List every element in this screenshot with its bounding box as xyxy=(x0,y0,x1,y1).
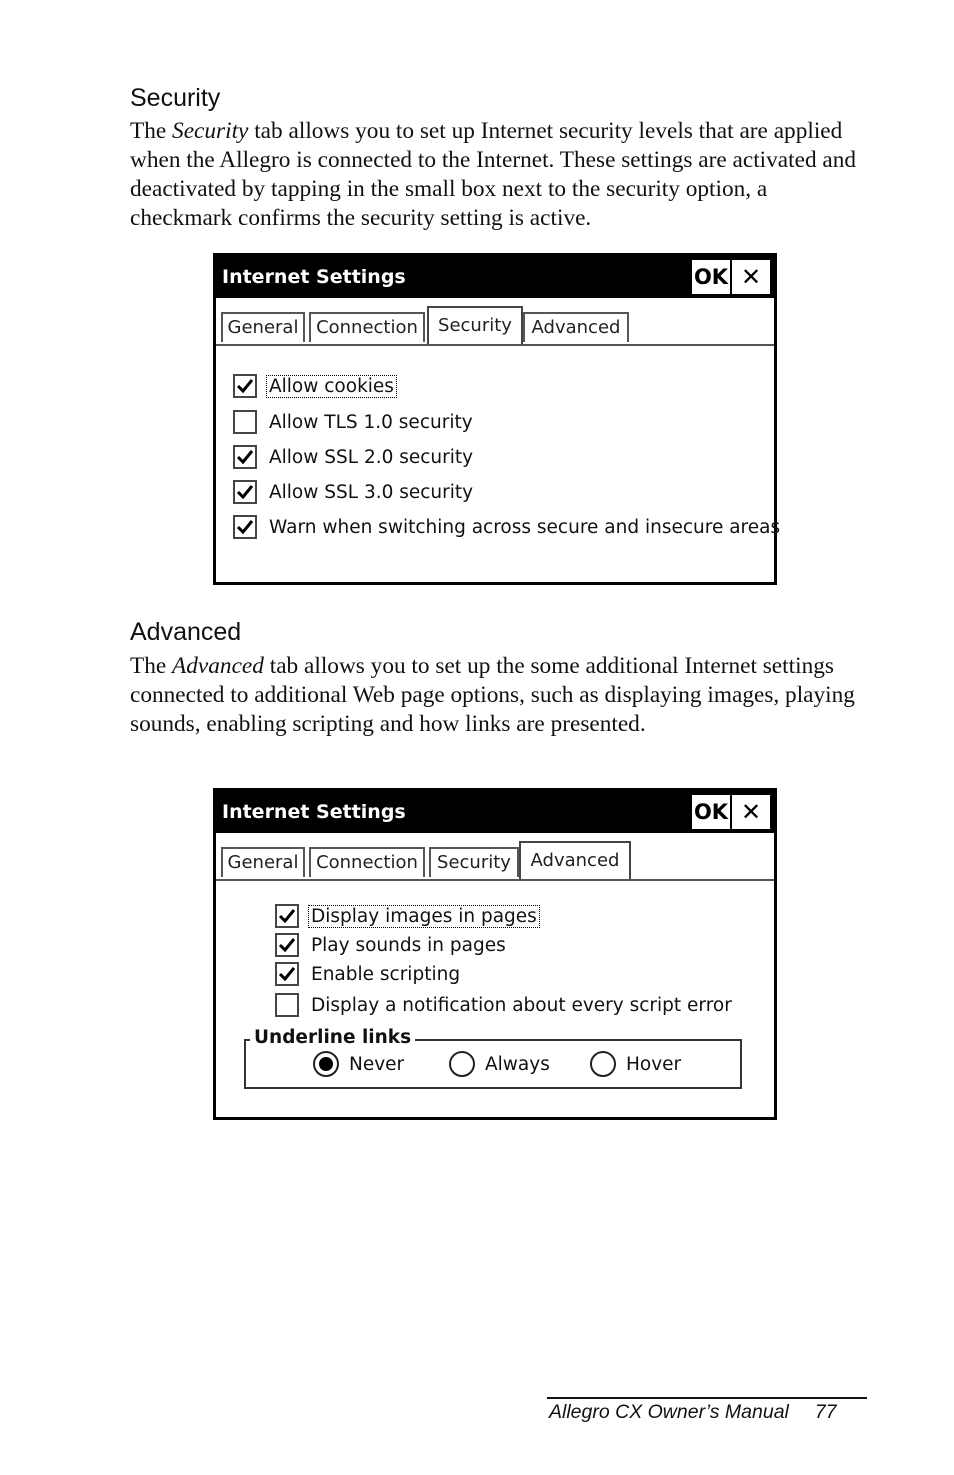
option-display-images[interactable] xyxy=(275,902,539,930)
tab-connection[interactable]: Connection xyxy=(309,847,425,877)
checkbox[interactable] xyxy=(233,445,257,469)
security-paragraph xyxy=(130,117,875,233)
section-heading-security: Security xyxy=(130,84,221,112)
title-bar xyxy=(216,256,774,298)
checkbox[interactable] xyxy=(275,933,299,957)
option-label: Enable scripting xyxy=(311,963,461,985)
ok-button[interactable]: OK xyxy=(692,795,730,829)
tab-security[interactable]: Security xyxy=(429,847,519,877)
section-heading-advanced: Advanced xyxy=(130,618,242,646)
tab-general[interactable]: General xyxy=(221,847,305,877)
radio-dot-icon xyxy=(319,1057,333,1071)
dialog-title: Internet Settings xyxy=(222,801,406,823)
option-allow-ssl2[interactable] xyxy=(233,443,475,471)
option-label: Allow cookies xyxy=(269,375,394,397)
tab-bar xyxy=(216,298,774,344)
option-label: Display a notification about every script error xyxy=(311,994,732,1016)
page-number: 77 xyxy=(814,1401,837,1423)
checkmark-icon xyxy=(278,937,296,953)
option-label: Warn when switching across secure and insecure areas xyxy=(269,516,781,538)
radio-label: Always xyxy=(485,1053,550,1075)
option-warn-switching[interactable] xyxy=(233,513,782,541)
tab-bar xyxy=(216,833,774,879)
checkbox[interactable] xyxy=(233,480,257,504)
radio-button[interactable] xyxy=(590,1051,616,1077)
radio-hover[interactable] xyxy=(590,1051,683,1077)
internet-settings-dialog-security xyxy=(213,253,781,585)
ok-button[interactable]: OK xyxy=(692,260,730,294)
option-allow-ssl3[interactable] xyxy=(233,478,475,506)
option-allow-cookies[interactable] xyxy=(233,372,396,400)
option-enable-scripting[interactable] xyxy=(275,960,462,988)
checkbox[interactable] xyxy=(275,993,299,1017)
radio-label: Never xyxy=(349,1053,405,1075)
manual-title: Allegro CX Owner’s Manual xyxy=(549,1401,789,1423)
tab-general[interactable]: General xyxy=(221,312,305,342)
option-play-sounds[interactable] xyxy=(275,931,508,959)
footer-rule xyxy=(547,1397,867,1399)
para-text: The xyxy=(130,118,173,144)
option-label: Allow TLS 1.0 security xyxy=(269,411,473,433)
tab-divider xyxy=(216,879,774,881)
checkmark-icon xyxy=(236,378,254,394)
para-text: tab allows you to set up Internet security levels that are applied when the Allegro is connected to the Internet. These settings are activated and deactivated by tapping in the small box next to the security option, a checkmark confirms the security setting is active. xyxy=(130,118,857,231)
dialog-title: Internet Settings xyxy=(222,266,406,288)
tab-connection[interactable]: Connection xyxy=(309,312,425,342)
checkmark-icon xyxy=(278,908,296,924)
tab-advanced[interactable]: Advanced xyxy=(523,312,629,342)
option-script-error-notify[interactable] xyxy=(275,991,734,1019)
page-footer xyxy=(549,1401,837,1424)
tab-security[interactable]: Security xyxy=(427,306,523,344)
para-text: The xyxy=(130,653,173,679)
tab-advanced[interactable]: Advanced xyxy=(519,841,631,879)
checkbox[interactable] xyxy=(275,962,299,986)
group-title: Underline links xyxy=(250,1027,415,1048)
checkmark-icon xyxy=(236,519,254,535)
checkbox[interactable] xyxy=(233,515,257,539)
option-allow-tls[interactable] xyxy=(233,408,475,436)
para-text: tab allows you to set up the some additional Internet settings connected to additional Web page options, such as displaying images, playing sounds, enabling scripting and how links are presented. xyxy=(130,653,855,737)
radio-never[interactable] xyxy=(313,1051,406,1077)
tab-divider xyxy=(216,344,774,346)
close-icon[interactable]: ✕ xyxy=(732,260,770,294)
para-term: Advanced xyxy=(172,653,264,679)
checkbox[interactable] xyxy=(233,374,257,398)
checkmark-icon xyxy=(236,484,254,500)
radio-button[interactable] xyxy=(449,1051,475,1077)
internet-settings-dialog-advanced xyxy=(213,788,777,1120)
radio-label: Hover xyxy=(626,1053,682,1075)
title-bar xyxy=(216,791,774,833)
advanced-paragraph xyxy=(130,652,875,739)
para-term: Security xyxy=(172,118,249,144)
close-icon[interactable]: ✕ xyxy=(732,795,770,829)
radio-button[interactable] xyxy=(313,1051,339,1077)
option-label: Play sounds in pages xyxy=(311,934,506,956)
checkbox[interactable] xyxy=(275,904,299,928)
checkmark-icon xyxy=(278,966,296,982)
option-label: Allow SSL 3.0 security xyxy=(269,481,474,503)
radio-always[interactable] xyxy=(449,1051,552,1077)
checkbox[interactable] xyxy=(233,410,257,434)
option-label: Allow SSL 2.0 security xyxy=(269,446,474,468)
option-label: Display images in pages xyxy=(311,905,537,927)
checkmark-icon xyxy=(236,449,254,465)
